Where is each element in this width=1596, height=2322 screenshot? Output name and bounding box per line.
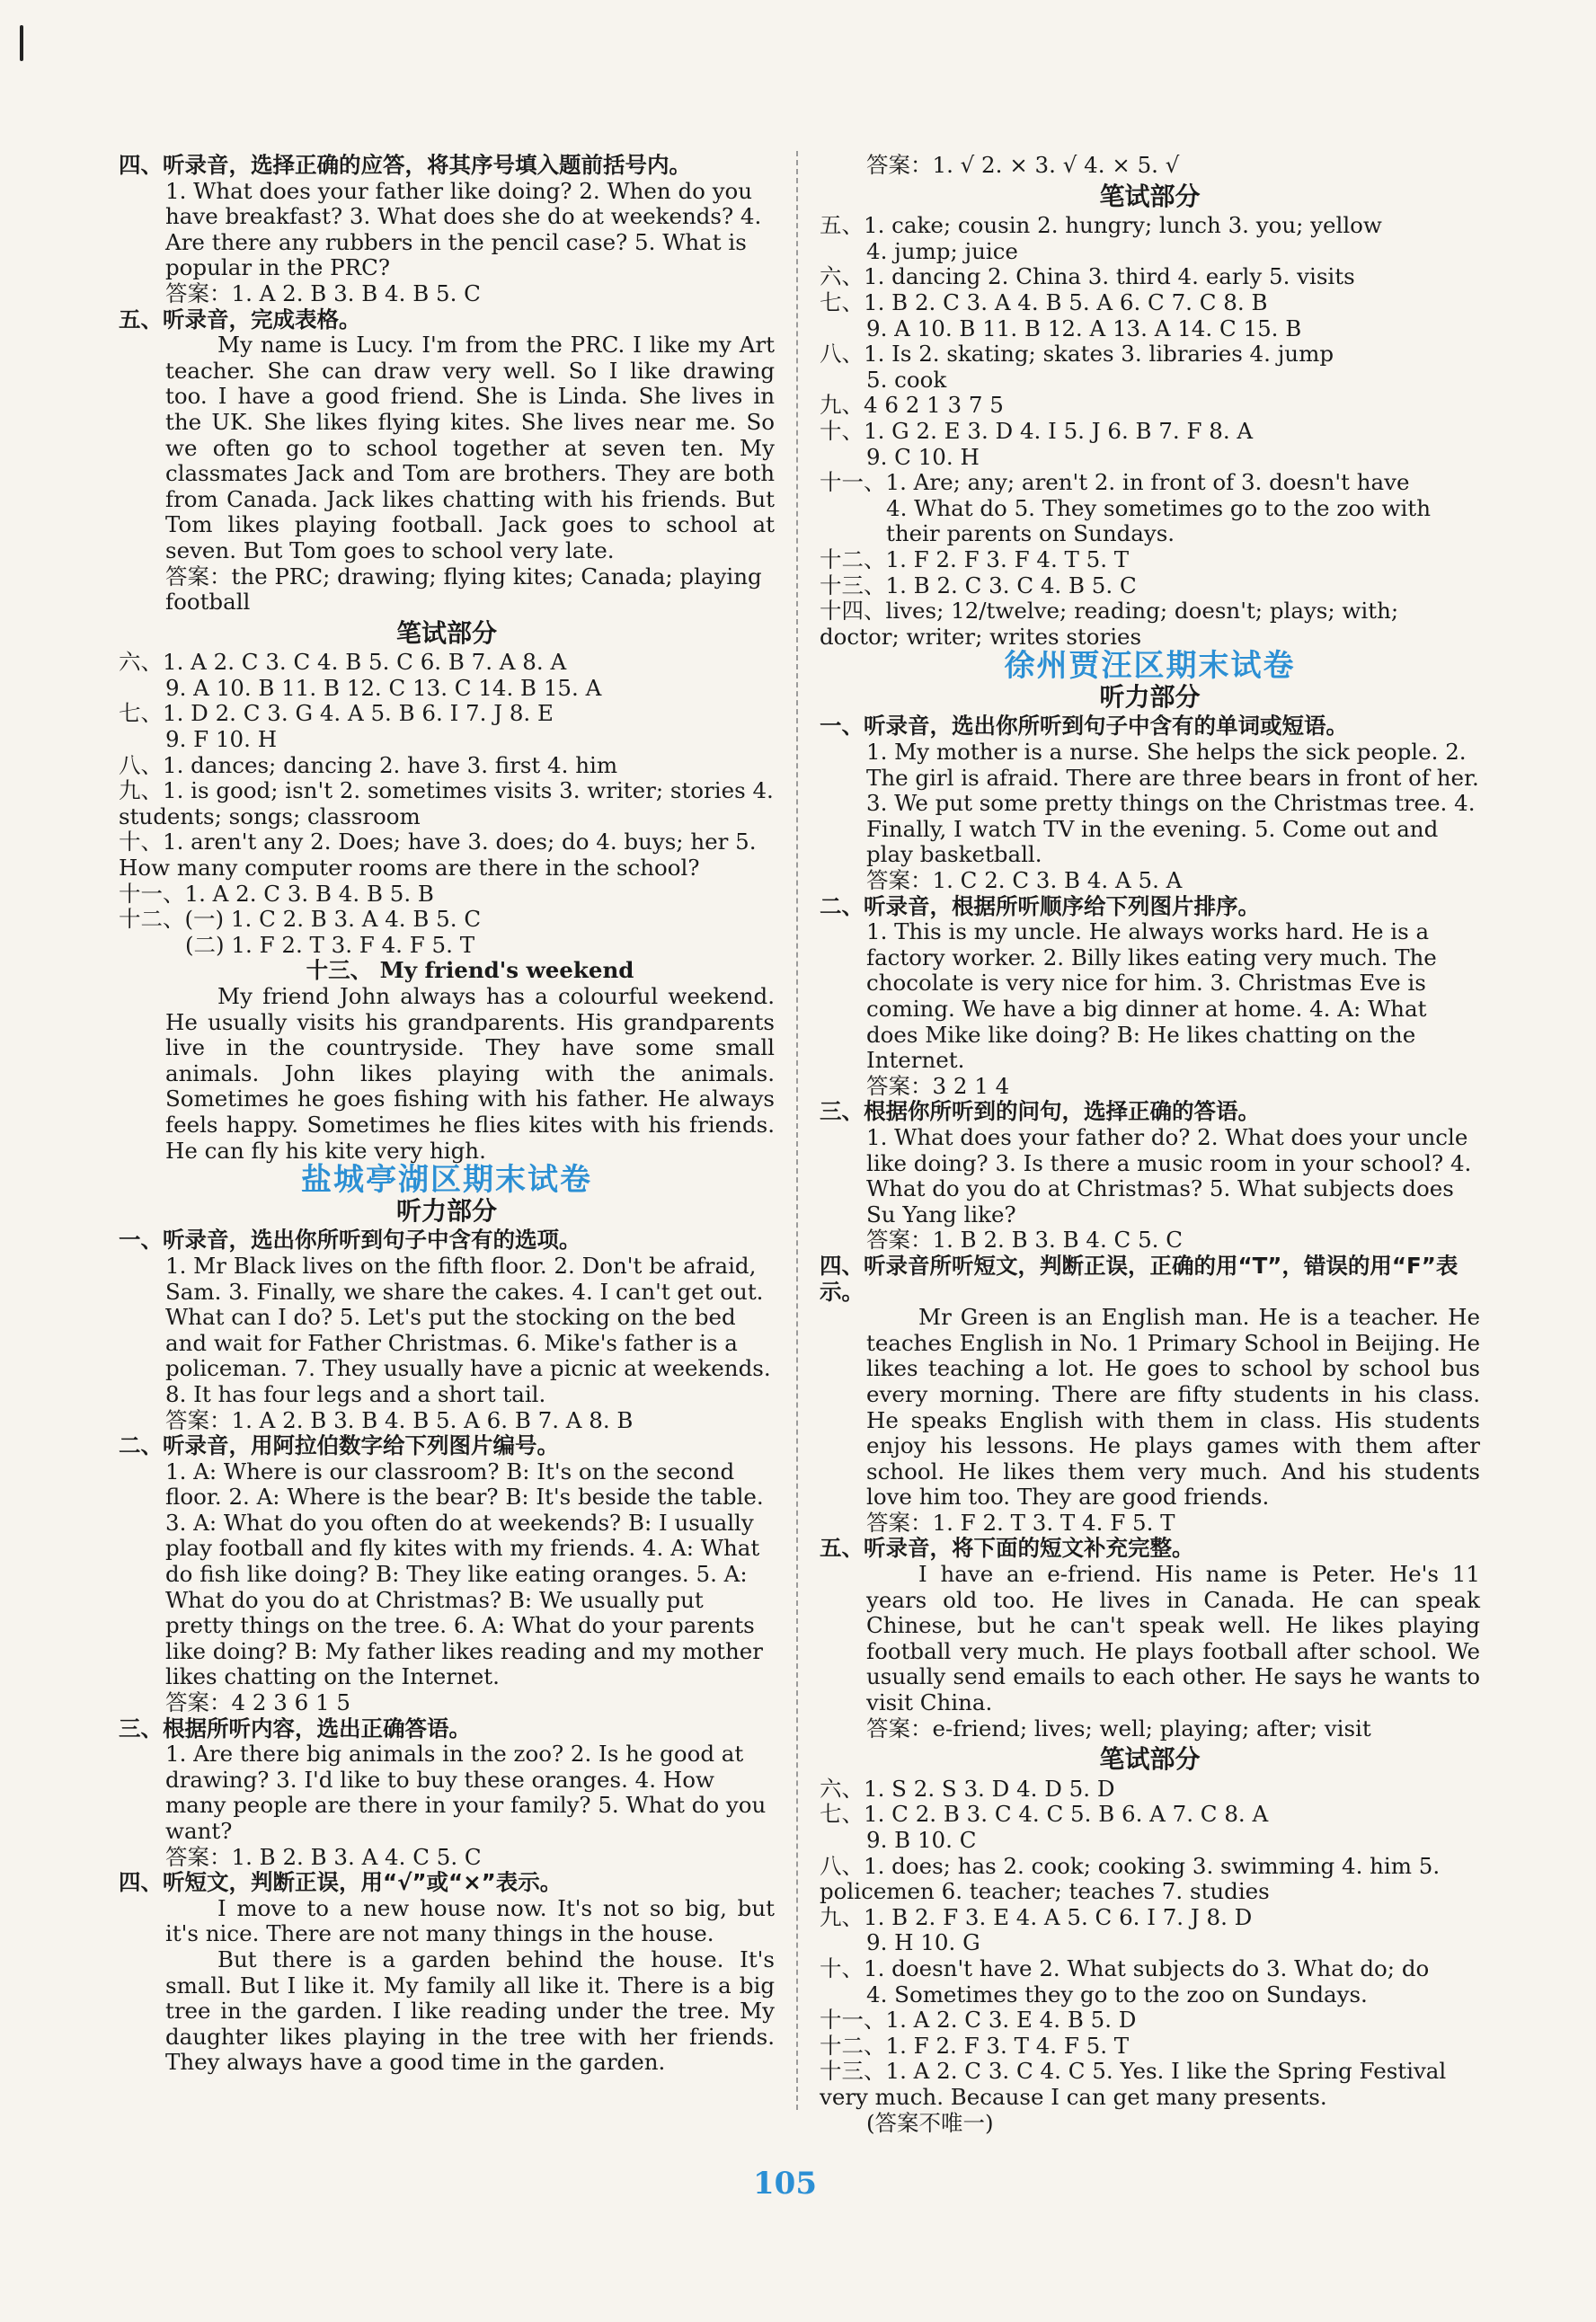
left-line: I move to a new house now. It's not so big, but it's nice. There are not many things in the house. <box>165 1894 775 1947</box>
left-line: 六、1. A 2. C 3. C 4. B 5. C 6. B 7. A 8. A <box>119 649 567 676</box>
right-line: 9. H 10. G <box>866 1929 980 1956</box>
right-line: 五、听录音，将下面的短文补充完整。 <box>820 1535 1194 1562</box>
right-line: 答案：e-friend; lives; well; playing; after; visit <box>866 1715 1371 1742</box>
right-column <box>820 153 1480 2136</box>
left-line: 1. A: Where is our classroom? B: It's on the second floor. 2. A: Where is the bear? B: It's beside the table. 3. A: What do you often do at weekends? B: I usually play football and fly kites with my friends. 4. A: What do fish like doing? B: They like eating oranges. 5. A: What do you do at Christmas? B: We usually put pretty things on the tree. 6. A: What do your parents like doing? B: My father likes reading and my mother likes chatting on the Internet. <box>165 1458 764 1690</box>
left-line: 答案：1. A 2. B 3. B 4. B 5. C <box>165 279 481 306</box>
left-line: 三、根据所听内容，选出正确答语。 <box>119 1715 471 1742</box>
right-line: 一、听录音，选出你所听到句子中含有的单词或短语。 <box>820 713 1348 740</box>
right-line: 笔试部分 <box>1099 181 1201 211</box>
right-line: 十、1. doesn't have 2. What subjects do 3. What do; do <box>820 1954 1430 1981</box>
right-line: 十三、1. A 2. C 3. C 4. C 5. Yes. I like the Spring Festival very much. Because I can get many presents. <box>820 2058 1447 2110</box>
right-line: 听力部分 <box>1099 681 1201 712</box>
right-line: 9. C 10. H <box>866 443 980 470</box>
left-line: 十、1. aren't any 2. Does; have 3. does; do 4. buys; her 5. How many computer rooms are there in the school? <box>119 829 757 882</box>
left-line: (二) 1. F 2. T 3. F 4. F 5. T <box>185 931 475 958</box>
right-line: 十一、1. Are; any; aren't 2. in front of 3. doesn't have <box>820 469 1410 496</box>
right-line: 1. This is my uncle. He always works hard. He is a factory worker. 2. Billy likes eating very much. The chocolate is very nice for him. 3. Christmas Eve is coming. We have a big dinner at home. 4. A: What does Mike like doing? B: He likes chatting on the Internet. <box>866 918 1437 1074</box>
right-line: 四、听录音所听短文，判断正误，正确的用“T”，错误的用“F”表示。 <box>820 1252 1459 1305</box>
left-line: 一、听录音，选出你所听到句子中含有的选项。 <box>119 1227 581 1254</box>
right-line: 4. Sometimes they go to the zoo on Sundays. <box>866 1981 1368 2007</box>
left-line: 十一、1. A 2. C 3. B 4. B 5. B <box>119 880 434 907</box>
right-line: 十二、1. F 2. F 3. F 4. T 5. T <box>820 545 1130 572</box>
left-line: 听力部分 <box>395 1195 497 1226</box>
left-line: 二、听录音，用阿拉伯数字给下列图片编号。 <box>119 1432 559 1459</box>
left-line: 9. A 10. B 11. B 12. C 13. C 14. B 15. A <box>165 674 602 701</box>
left-line: 答案：4 2 3 6 1 5 <box>165 1689 350 1716</box>
right-line: 九、4 6 2 1 3 7 5 <box>820 392 1004 419</box>
right-line: Mr Green is an English man. He is a teacher. He teaches English in No. 1 Primary School in Beijing. He likes teaching a lot. He goes to school by school bus every morning. There are fifty students in his class. He speaks English with them in class. His students enjoy his lessons. He plays games with them after school. He likes them very much. And his students love him too. They are good friends. <box>866 1304 1480 1511</box>
left-line: My name is Lucy. I'm from the PRC. I like my Art teacher. She can draw very well. So I like drawing too. I have a good friend. She is Linda. She lives in the UK. She likes flying kites. She lives near me. So we often go to school together at seven ten. My classmates Jack and Tom are brothers. They are both from Canada. Jack likes chatting with his friends. But Tom likes playing football. Jack goes to school at seven. But Tom goes to school very late. <box>165 332 775 563</box>
left-line: 答案：1. A 2. B 3. B 4. B 5. A 6. B 7. A 8. B <box>165 1406 634 1433</box>
right-line: 4. jump; juice <box>866 237 1018 264</box>
left-line: 七、1. D 2. C 3. G 4. A 5. B 6. I 7. J 8. E <box>119 700 554 727</box>
right-line: 徐州贾汪区期末试卷 <box>1004 648 1296 685</box>
right-line: 十四、lives; 12/twelve; reading; doesn't; plays; with; doctor; writer; writes stories <box>820 598 1399 650</box>
right-line: 9. B 10. C <box>866 1827 977 1853</box>
column-divider <box>796 151 798 2110</box>
right-line: 二、听录音，根据所听顺序给下列图片排序。 <box>820 892 1260 919</box>
right-line: 答案：1. B 2. B 3. B 4. C 5. C <box>866 1227 1183 1254</box>
left-line: 盐城亭湖区期末试卷 <box>301 1162 592 1199</box>
left-line: But there is a garden behind the house. It's small. But I like it. My family all like it. There is a big tree in the garden. I like reading under the tree. My daughter likes playing in the tree with her friends. They always have a good time in the garden. <box>165 1945 775 2076</box>
left-line: 9. F 10. H <box>165 726 278 753</box>
left-line: 九、1. is good; isn't 2. sometimes visits 3. writer; stories 4. students; songs; classroom <box>119 777 774 829</box>
right-line: 八、1. does; has 2. cook; cooking 3. swimming 4. him 5. policemen 6. teacher; teaches 7. studies <box>820 1852 1441 1905</box>
left-line: 1. Are there big animals in the zoo? 2. Is he good at drawing? 3. I'd like to buy these oranges. 4. How many people are there in your family? 5. What do you want? <box>165 1741 767 1844</box>
right-line: 五、1. cake; cousin 2. hungry; lunch 3. you; yellow <box>820 212 1382 239</box>
left-line: My friend John always has a colourful weekend. He usually visits his grandparents. His grandparents live in the countryside. They have some small animals. John likes playing with the animals. Sometimes he goes fishing with his father. He always feels happy. Sometimes he flies kites with his friends. He can fly his kite very high. <box>165 983 775 1164</box>
right-line: (答案不唯一) <box>866 2109 994 2136</box>
right-line: I have an e-friend. His name is Peter. He's 11 years old too. He lives in Canada. He can speak Chinese, but he can't speak well. He likes playing football very much. He plays football after school. We usually send emails to each other. He says he wants to visit China. <box>866 1561 1480 1716</box>
left-line: 答案：1. B 2. B 3. A 4. C 5. C <box>165 1843 482 1870</box>
right-line: 答案：3 2 1 4 <box>866 1072 1010 1099</box>
left-line: 四、听短文，判断正误，用“√”或“×”表示。 <box>119 1869 563 1896</box>
right-line: 六、1. S 2. S 3. D 4. D 5. D <box>820 1775 1115 1802</box>
right-line: 笔试部分 <box>1099 1744 1201 1775</box>
right-line: 答案：1. F 2. T 3. T 4. F 5. T <box>866 1509 1175 1536</box>
right-line: 九、1. B 2. F 3. E 4. A 5. C 6. I 7. J 8. D <box>820 1903 1253 1930</box>
right-line: 十二、1. F 2. F 3. T 4. F 5. T <box>820 2032 1130 2059</box>
left-line: 1. What does your father like doing? 2. When do you have breakfast? 3. What does she do at weekends? 4. Are there any rubbers in the pencil case? 5. What is popular in the PRC? <box>165 177 762 281</box>
left-line: 十三、 My friend's weekend <box>306 957 634 984</box>
right-line: 三、根据你所听到的问句，选择正确的答语。 <box>820 1098 1260 1125</box>
right-line: 六、1. dancing 2. China 3. third 4. early 5. visits <box>820 263 1355 290</box>
right-line: 答案：1. √ 2. × 3. √ 4. × 5. √ <box>866 152 1180 178</box>
right-line: 十、1. G 2. E 3. D 4. I 5. J 6. B 7. F 8. A <box>820 417 1254 444</box>
right-line: 七、1. B 2. C 3. A 4. B 5. A 6. C 7. C 8. B <box>820 288 1268 315</box>
right-line: 十三、1. B 2. C 3. C 4. B 5. C <box>820 572 1137 598</box>
left-line: 四、听录音，选择正确的应答，将其序号填入题前括号内。 <box>119 152 691 178</box>
left-line: 答案：the PRC; drawing; flying kites; Canada; playing football <box>165 563 762 616</box>
right-line: 1. My mother is a nurse. She helps the sick people. 2. The girl is afraid. There are three bears in front of her. 3. We put some pretty things on the Christmas tree. 4. Finally, I watch TV in the evening. 5. Come out and play basketball. <box>866 739 1479 868</box>
right-line: 4. What do 5. They sometimes go to the zoo with their parents on Sundays. <box>886 494 1431 547</box>
left-line: 笔试部分 <box>395 617 497 648</box>
left-line: 十二、(一) 1. C 2. B 3. A 4. B 5. C <box>119 906 482 933</box>
left-line: 五、听录音，完成表格。 <box>119 306 361 332</box>
right-line: 答案：1. C 2. C 3. B 4. A 5. A <box>866 867 1183 894</box>
corner-mark <box>20 25 23 61</box>
left-line: 1. Mr Black lives on the fifth floor. 2. Don't be afraid, Sam. 3. Finally, we share the cakes. 4. I can't get out. What can I do? 5. Let's put the stocking on the bed and wait for Father Christmas. 6. Mike's father is a policeman. 7. They usually have a picnic at weekends. 8. It has four legs and a short tail. <box>165 1252 771 1407</box>
left-line: 八、1. dances; dancing 2. have 3. first 4. him <box>119 751 618 778</box>
right-line: 八、1. Is 2. skating; skates 3. libraries 4. jump <box>820 341 1334 368</box>
right-line: 1. What does your father do? 2. What does your uncle like doing? 3. Is there a music room in your school? 4. What do you do at Christmas? 5. What subjects does Su Yang like? <box>866 1123 1472 1227</box>
right-line: 9. A 10. B 11. B 12. A 13. A 14. C 15. B <box>866 315 1302 341</box>
right-line: 七、1. C 2. B 3. C 4. C 5. B 6. A 7. C 8. A <box>820 1801 1269 1828</box>
right-line: 5. cook <box>866 366 947 393</box>
page-number: 105 <box>753 2166 817 2202</box>
right-line: 十一、1. A 2. C 3. E 4. B 5. D <box>820 2007 1137 2034</box>
left-column <box>119 153 775 2076</box>
